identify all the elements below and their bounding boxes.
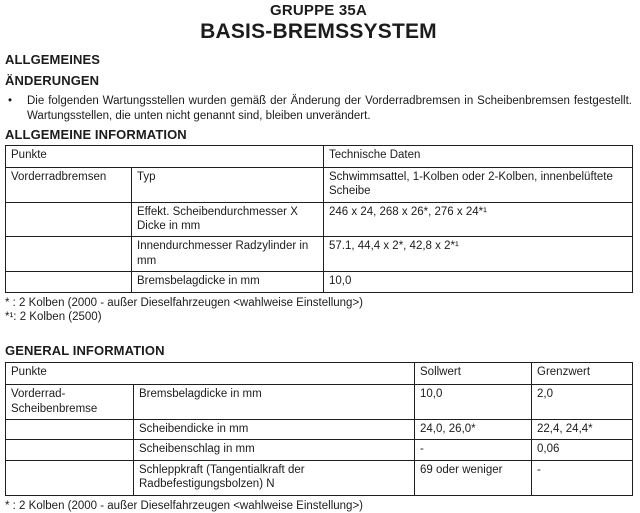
table-row: [6, 237, 633, 272]
table-row: [6, 202, 633, 237]
spec-cell: Scheibenschlag in mm: [134, 440, 415, 460]
section-heading-general-information: GENERAL INFORMATION: [5, 343, 165, 359]
spec-cell: Schleppkraft (Tangentialkraft der Radbefestigungsbolzen) N: [134, 460, 415, 495]
grenzwert-cell: 22,4, 24,4*: [532, 420, 633, 440]
item-cell: [6, 272, 132, 292]
item-cell: [6, 202, 132, 237]
item-cell: Vorderradbremsen: [6, 167, 132, 202]
footnote: *¹: 2 Kolben (2500): [5, 310, 102, 323]
table-row: [6, 167, 633, 202]
title-block: [5, 2, 632, 44]
table-row: [6, 420, 633, 440]
spec-cell: Bremsbelagdicke in mm: [132, 272, 324, 292]
column-header-grenzwert: Grenzwert: [532, 363, 633, 385]
spec-cell: Typ: [132, 167, 324, 202]
value-cell: 246 x 24, 268 x 26*, 276 x 24*¹: [324, 202, 633, 237]
footnote: * : 2 Kolben (2000 - außer Dieselfahrzeugen <wahlweise Einstellung>): [5, 296, 363, 309]
change-note-text: Die folgenden Wartungsstellen wurden gemäß der Änderung der Vorderradbremsen in Scheibenbremsen festgestellt. Wartungsstellen, die unten nicht genannt sind, bleiben unverändert.: [27, 95, 632, 122]
spec-cell: Bremsbelagdicke in mm: [134, 385, 415, 420]
group-number-title: GRUPPE 35A: [269, 2, 368, 19]
table-header-row: [6, 363, 633, 385]
sollwert-cell: 10,0: [415, 385, 532, 420]
item-cell: [6, 420, 134, 440]
spec-cell: Innendurchmesser Radzylinder in mm: [132, 237, 324, 272]
spec-cell: Effekt. Scheibendurchmesser X Dicke in mm: [132, 202, 324, 237]
sollwert-cell: -: [415, 440, 532, 460]
section-heading-aenderungen: ÄNDERUNGEN: [5, 73, 100, 88]
allgemeine-information-table: [5, 145, 633, 293]
table-row: [6, 440, 633, 460]
value-cell: Schwimmsattel, 1-Kolben oder 2-Kolben, innenbelüftete Scheibe: [324, 167, 633, 202]
value-cell: 10,0: [324, 272, 633, 292]
grenzwert-cell: -: [532, 460, 633, 495]
grenzwert-cell: 2,0: [532, 385, 633, 420]
sollwert-cell: 69 oder weniger: [415, 460, 532, 495]
value-cell: 57.1, 44,4 x 2*, 42,8 x 2*¹: [324, 237, 633, 272]
sollwert-cell: 24,0, 26,0*: [415, 420, 532, 440]
general-information-table: [5, 362, 633, 495]
item-cell: [6, 460, 134, 495]
section-heading-allgemeines: ALLGEMEINES: [5, 52, 100, 67]
document-title: BASIS-BREMSSYSTEM: [200, 20, 437, 43]
spec-cell: Scheibendicke in mm: [134, 420, 415, 440]
section-heading-allgemeine-information: ALLGEMEINE INFORMATION: [5, 126, 187, 142]
table1-footnotes: [5, 296, 632, 325]
table-row: [6, 272, 633, 292]
table-header-row: [6, 145, 633, 167]
item-cell: [6, 440, 134, 460]
table-row: [6, 385, 633, 420]
column-header-technische-daten: Technische Daten: [324, 145, 633, 167]
item-cell: Vorderrad-Scheibenbremse: [6, 385, 134, 420]
table-row: [6, 460, 633, 495]
footnote: * : 2 Kolben (2000 - außer Dieselfahrzeugen <wahlweise Einstellung>): [5, 499, 363, 512]
change-note-bullet: [5, 94, 632, 124]
column-header-punkte: Punkte: [6, 363, 415, 385]
bullet-icon: •: [8, 95, 13, 107]
table2-footnotes: [5, 499, 632, 513]
column-header-punkte: Punkte: [6, 145, 324, 167]
column-header-sollwert: Sollwert: [415, 363, 532, 385]
item-cell: [6, 237, 132, 272]
grenzwert-cell: 0,06: [532, 440, 633, 460]
